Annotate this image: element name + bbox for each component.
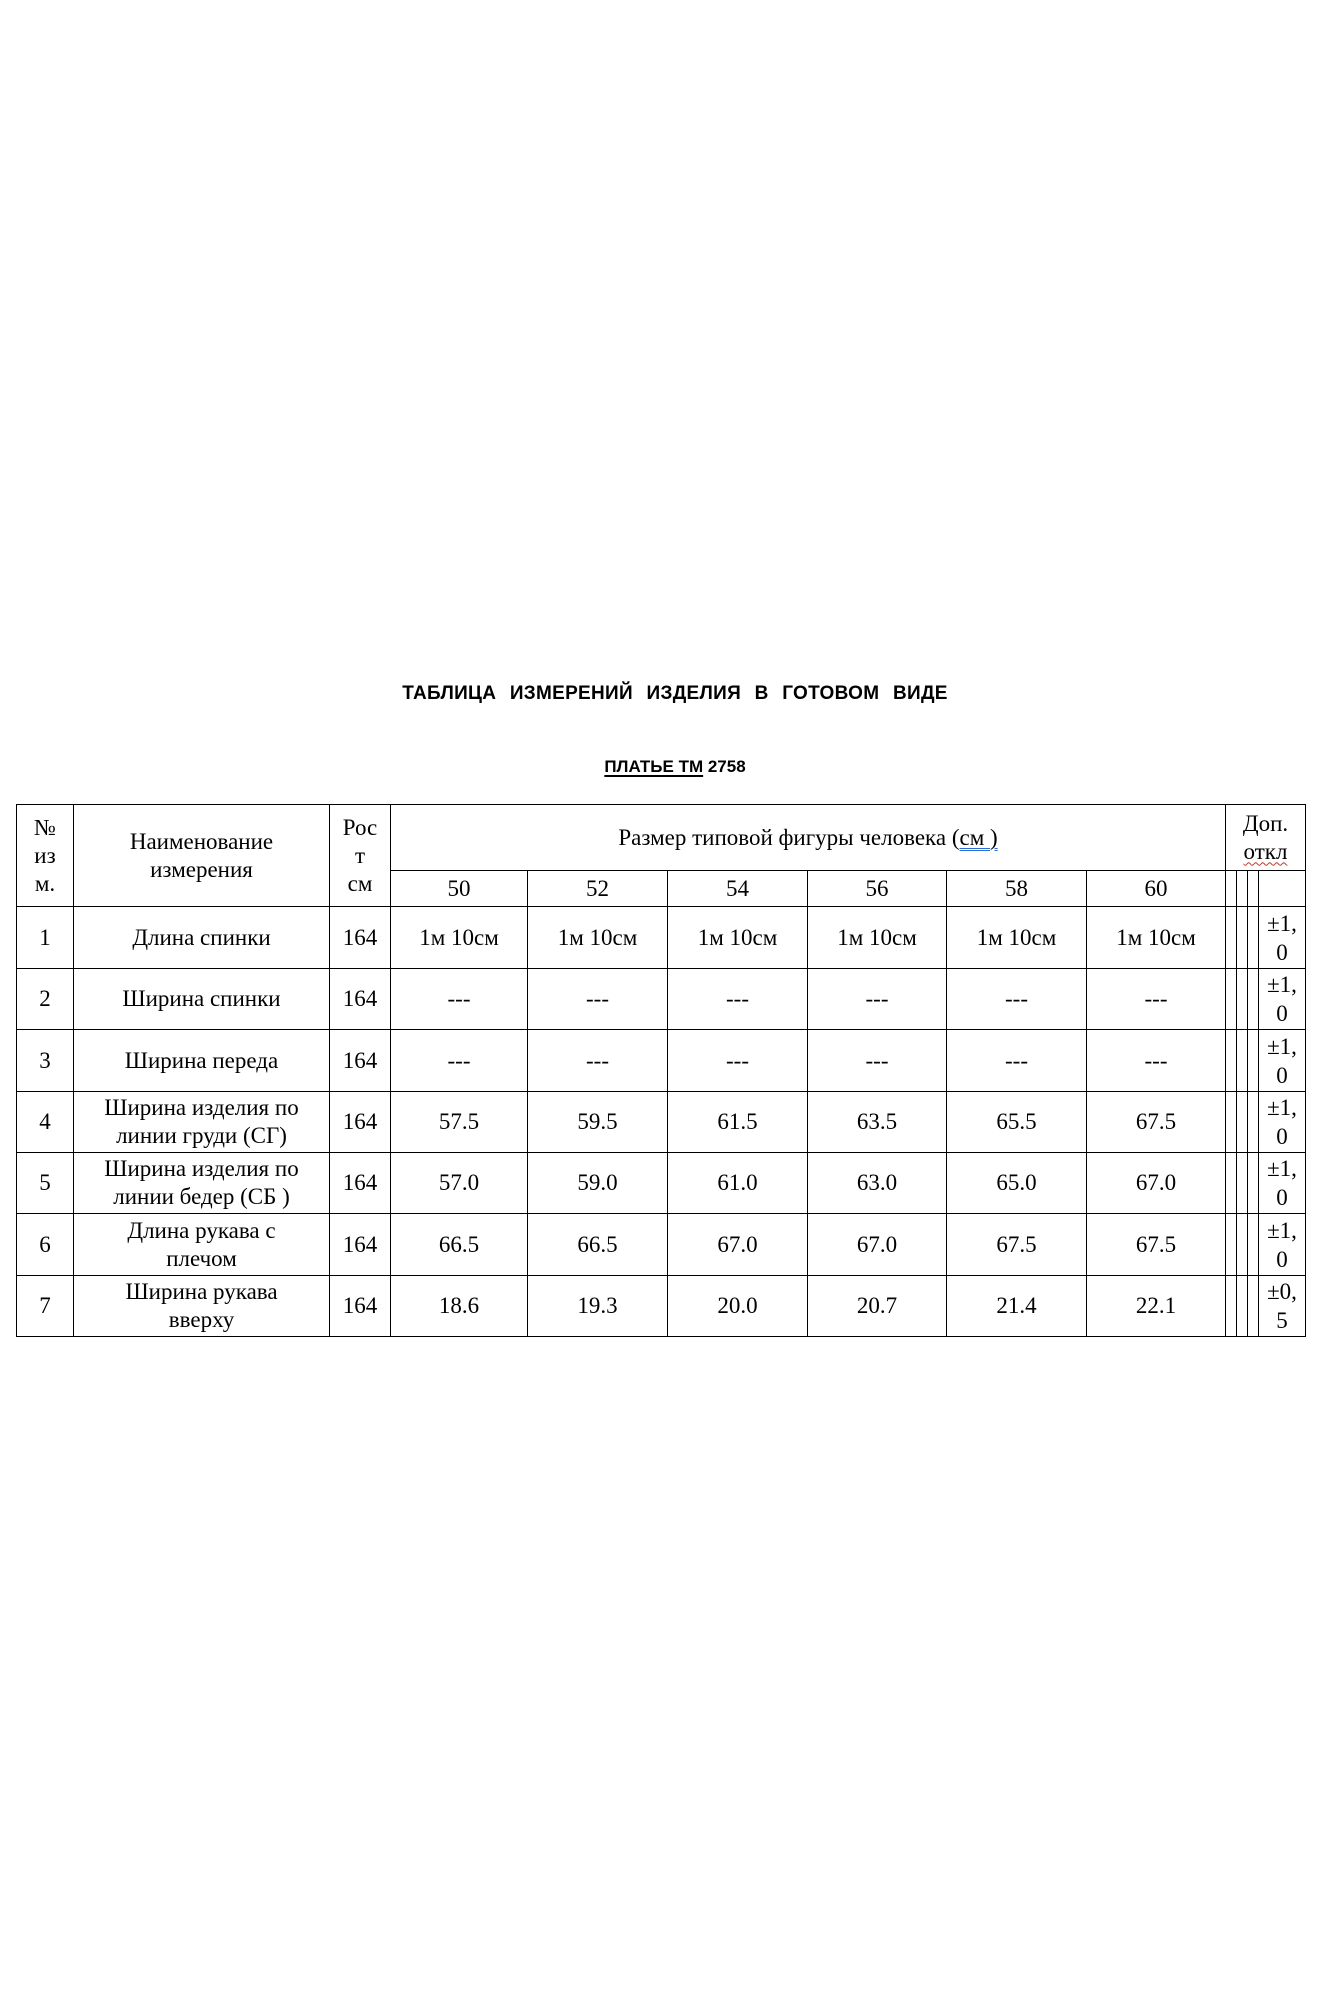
row-value: 59.0	[528, 1153, 668, 1214]
row-num: 4	[17, 1092, 74, 1153]
row-name	[74, 907, 330, 969]
header-num-line: из	[34, 842, 56, 868]
row-name-line: Длина рукава с	[127, 1217, 276, 1243]
header-name-line: Наименование	[129, 828, 274, 854]
row-value: 65.0	[947, 1153, 1087, 1214]
row-tolerance	[1259, 1153, 1306, 1214]
header-num	[17, 805, 74, 907]
row-spacer	[1237, 969, 1248, 1030]
row-name-line: линии груди (СГ)	[116, 1123, 287, 1148]
header-spacer	[1259, 871, 1306, 907]
row-spacer	[1237, 1030, 1248, 1092]
subtitle-code: 2758	[703, 757, 746, 776]
row-name-line: Ширина переда	[124, 1047, 279, 1073]
row-tolerance-line: ±1,	[1267, 972, 1297, 997]
header-height-line: Рос	[342, 814, 378, 840]
row-spacer	[1248, 907, 1259, 969]
row-value: 67.5	[947, 1214, 1087, 1276]
header-tolerance-line: откл	[1243, 838, 1288, 864]
row-value: 63.5	[808, 1092, 947, 1153]
row-spacer	[1226, 1276, 1237, 1337]
header-tolerance-line: Доп.	[1242, 810, 1289, 836]
row-spacer	[1248, 1153, 1259, 1214]
row-spacer	[1237, 1153, 1248, 1214]
row-spacer	[1226, 1092, 1237, 1153]
row-spacer	[1237, 1276, 1248, 1337]
row-num: 6	[17, 1214, 74, 1276]
row-tolerance-line: ±1,	[1267, 910, 1297, 936]
row-name-line: Длина спинки	[132, 924, 271, 950]
row-name	[74, 1276, 330, 1337]
row-value: 22.1	[1087, 1276, 1226, 1337]
table-row	[17, 1030, 1306, 1092]
header-size: 60	[1087, 871, 1226, 907]
header-num-line: м.	[34, 870, 56, 896]
row-tolerance	[1259, 907, 1306, 969]
header-height-line: т	[354, 842, 366, 868]
row-num: 7	[17, 1276, 74, 1337]
row-value: 67.5	[1087, 1092, 1226, 1153]
row-name-line: вверху	[168, 1307, 235, 1332]
row-tolerance-line: 5	[1276, 1308, 1288, 1333]
header-spacer	[1237, 871, 1248, 907]
row-tolerance-line: ±1,	[1267, 1156, 1297, 1181]
row-spacer	[1248, 1214, 1259, 1276]
row-name-line: Ширина изделия по	[104, 1156, 299, 1181]
row-name-line: линии бедер (СБ )	[113, 1184, 290, 1209]
row-tolerance-line: ±1,	[1267, 1033, 1297, 1059]
header-spacer	[1226, 871, 1237, 907]
row-height: 164	[330, 1092, 391, 1153]
row-value: 1м 10см	[668, 907, 808, 969]
row-num: 3	[17, 1030, 74, 1092]
row-value: ---	[391, 969, 528, 1030]
row-value: 1м 10см	[947, 907, 1087, 969]
row-spacer	[1226, 969, 1237, 1030]
row-value: 1м 10см	[808, 907, 947, 969]
row-value: 20.0	[668, 1276, 808, 1337]
header-size: 54	[668, 871, 808, 907]
row-value: 61.5	[668, 1092, 808, 1153]
header-size: 52	[528, 871, 668, 907]
row-spacer	[1237, 907, 1248, 969]
row-name-line: Ширина спинки	[122, 986, 281, 1011]
row-value: 61.0	[668, 1153, 808, 1214]
header-height-line: см	[347, 870, 373, 896]
row-spacer	[1237, 1214, 1248, 1276]
table-row	[17, 1276, 1306, 1337]
row-spacer	[1226, 907, 1237, 969]
row-num: 5	[17, 1153, 74, 1214]
row-value: ---	[808, 1030, 947, 1092]
row-spacer	[1248, 1276, 1259, 1337]
row-tolerance-line: 0	[1276, 939, 1288, 965]
row-height: 164	[330, 1214, 391, 1276]
row-value: 59.5	[528, 1092, 668, 1153]
row-name	[74, 1153, 330, 1214]
row-value: 67.5	[1087, 1214, 1226, 1276]
table-row	[17, 907, 1306, 969]
header-size-group-text: Размер типовой фигуры человека (	[618, 824, 960, 850]
row-value: 18.6	[391, 1276, 528, 1337]
header-size-group-unit: см )	[959, 824, 998, 850]
subtitle-product: ПЛАТЬЕ ТМ	[604, 757, 704, 776]
row-spacer	[1237, 1092, 1248, 1153]
row-num: 2	[17, 969, 74, 1030]
table-row	[17, 1092, 1306, 1153]
row-value: 57.0	[391, 1153, 528, 1214]
document-title: ТАБЛИЦА ИЗМЕРЕНИЙ ИЗДЕЛИЯ В ГОТОВОМ ВИДЕ	[402, 683, 948, 704]
row-value: ---	[1087, 969, 1226, 1030]
row-value: 1м 10см	[391, 907, 528, 969]
row-name	[74, 1092, 330, 1153]
header-size-group	[391, 805, 1226, 871]
row-tolerance-line: ±1,	[1267, 1095, 1297, 1120]
row-value: ---	[668, 969, 808, 1030]
row-spacer	[1248, 1092, 1259, 1153]
header-size: 58	[947, 871, 1087, 907]
row-height: 164	[330, 969, 391, 1030]
header-num-line: №	[34, 814, 56, 840]
row-value: 1м 10см	[528, 907, 668, 969]
row-tolerance	[1259, 969, 1306, 1030]
header-height	[330, 805, 391, 907]
header-size: 56	[808, 871, 947, 907]
row-tolerance-line: 0	[1276, 1001, 1288, 1026]
row-value: ---	[1087, 1030, 1226, 1092]
row-tolerance	[1259, 1030, 1306, 1092]
row-value: 67.0	[1087, 1153, 1226, 1214]
row-tolerance-line: 0	[1276, 1185, 1288, 1210]
row-spacer	[1248, 1030, 1259, 1092]
row-spacer	[1226, 1214, 1237, 1276]
row-height: 164	[330, 907, 391, 969]
header-spacer	[1248, 871, 1259, 907]
row-height: 164	[330, 1153, 391, 1214]
row-tolerance	[1259, 1276, 1306, 1337]
row-value: ---	[808, 969, 947, 1030]
row-value: ---	[528, 969, 668, 1030]
row-value: 1м 10см	[1087, 907, 1226, 969]
row-value: 57.5	[391, 1092, 528, 1153]
row-tolerance-line: 0	[1276, 1124, 1288, 1149]
row-value: 67.0	[668, 1214, 808, 1276]
header-tolerance	[1226, 805, 1306, 871]
row-tolerance	[1259, 1092, 1306, 1153]
row-name	[74, 969, 330, 1030]
row-tolerance	[1259, 1214, 1306, 1276]
row-value: ---	[668, 1030, 808, 1092]
row-value: 67.0	[808, 1214, 947, 1276]
row-value: 21.4	[947, 1276, 1087, 1337]
row-tolerance-line: ±1,	[1267, 1217, 1297, 1243]
row-value: 66.5	[391, 1214, 528, 1276]
table-row	[17, 969, 1306, 1030]
row-value: ---	[391, 1030, 528, 1092]
row-spacer	[1226, 1153, 1237, 1214]
header-name-line: измерения	[150, 856, 253, 882]
row-value: ---	[947, 1030, 1087, 1092]
row-value: 20.7	[808, 1276, 947, 1337]
row-name-line: Ширина рукава	[125, 1279, 278, 1304]
row-name-line: Ширина изделия по	[104, 1095, 299, 1120]
table-row	[17, 1214, 1306, 1276]
row-value: ---	[947, 969, 1087, 1030]
row-value: 65.5	[947, 1092, 1087, 1153]
header-name	[74, 805, 330, 907]
row-height: 164	[330, 1276, 391, 1337]
row-value: ---	[528, 1030, 668, 1092]
document-subtitle	[0, 757, 1333, 777]
row-name	[74, 1214, 330, 1276]
header-row-1	[17, 805, 1306, 871]
row-name-line: плечом	[166, 1245, 237, 1271]
row-num: 1	[17, 907, 74, 969]
measurement-table	[16, 804, 1306, 1337]
row-tolerance-line: ±0,	[1267, 1279, 1297, 1304]
row-value: 19.3	[528, 1276, 668, 1337]
row-tolerance-line: 0	[1276, 1062, 1288, 1088]
row-spacer	[1248, 969, 1259, 1030]
row-value: 63.0	[808, 1153, 947, 1214]
row-spacer	[1226, 1030, 1237, 1092]
row-height: 164	[330, 1030, 391, 1092]
row-value: 66.5	[528, 1214, 668, 1276]
header-size: 50	[391, 871, 528, 907]
table-row	[17, 1153, 1306, 1214]
row-tolerance-line: 0	[1276, 1246, 1288, 1272]
row-name	[74, 1030, 330, 1092]
